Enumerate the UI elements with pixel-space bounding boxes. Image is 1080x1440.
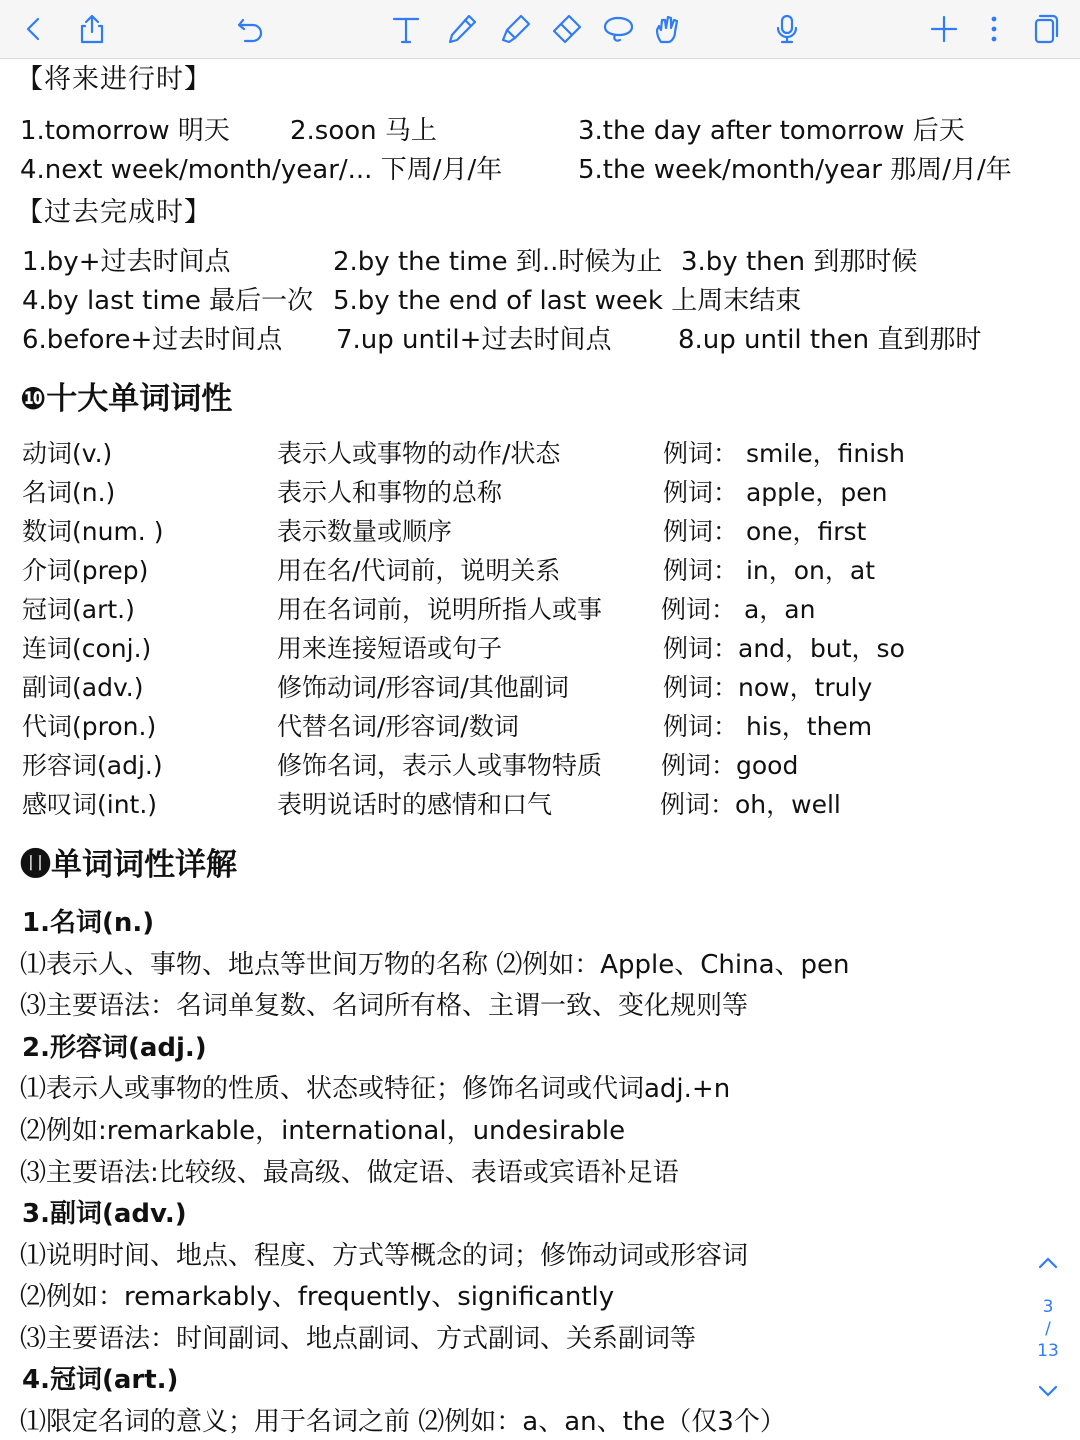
- art-title: 4.冠词(art.): [22, 1365, 179, 1395]
- total-pages: 13: [1037, 1341, 1059, 1361]
- more-icon[interactable]: [974, 9, 1014, 49]
- pos-desc: 用在名/代词前，说明关系: [277, 556, 561, 585]
- pages-icon[interactable]: [1024, 9, 1064, 49]
- detail-line: ⑶主要语法:比较级、最高级、做定语、表语或宾语补足语: [20, 1158, 679, 1188]
- pos-name: 名词(n.): [22, 478, 116, 507]
- pos-desc: 表示人或事物的动作/状态: [277, 439, 561, 468]
- time-word: 1.by+过去时间点: [22, 247, 231, 277]
- time-word: 7.up until+过去时间点: [336, 325, 612, 355]
- pos-example: 例词：good: [661, 751, 799, 780]
- pos-name: 感叹词(int.): [22, 790, 158, 819]
- pos-example: 例词： smile，finish: [663, 439, 906, 468]
- current-page: 3: [1042, 1297, 1054, 1317]
- pos-desc: 修饰名词，表示人或事物特质: [277, 751, 603, 780]
- time-word: 3.by then 到那时候: [681, 247, 918, 277]
- time-word: 2.by the time 到..时候为止: [333, 247, 663, 277]
- time-word: 6.before+过去时间点: [22, 325, 283, 355]
- pos-example: 例词： apple，pen: [663, 478, 888, 507]
- past-perfect-title: 【过去完成时】: [16, 197, 212, 228]
- pos-name: 连词(conj.): [22, 634, 152, 663]
- detail-line: ⑴说明时间、地点、程度、方式等概念的词；修饰动词或形容词: [20, 1241, 749, 1271]
- pos-name: 副词(adv.): [22, 673, 144, 702]
- parts-of-speech-heading: ❿十大单词词性: [20, 381, 233, 417]
- pos-desc: 用在名词前，说明所指人或事: [277, 595, 603, 624]
- time-word: 4.by last time 最后一次: [22, 286, 314, 316]
- pos-name: 冠词(art.): [22, 595, 135, 624]
- detail-line: ⑵例如:remarkable，international，undesirable: [20, 1116, 626, 1146]
- pos-desc: 用来连接短语或句子: [277, 634, 503, 663]
- time-word: 4.next week/month/year/... 下周/月/年: [20, 155, 503, 185]
- page-separator: /: [1045, 1319, 1051, 1339]
- back-chevron-icon[interactable]: [14, 9, 54, 49]
- pos-example: 例词：oh，well: [660, 790, 841, 819]
- detail-line: ⑵例如：remarkably、frequently、significantly: [20, 1282, 615, 1312]
- time-word: 3.the day after tomorrow 后天: [578, 116, 965, 146]
- details-heading: ⓫单词词性详解: [20, 847, 237, 883]
- detail-line: ⑴表示人或事物的性质、状态或特征；修饰名词或代词adj.+n: [20, 1074, 731, 1104]
- adv-title: 3.副词(adv.): [22, 1199, 187, 1229]
- detail-line: ⑴限定名词的意义；用于名词之前 ⑵例如：a、an、the（仅3个）: [20, 1407, 786, 1437]
- pos-name: 代词(pron.): [22, 712, 157, 741]
- add-icon[interactable]: [924, 9, 964, 49]
- chevron-down-icon[interactable]: [1035, 1378, 1061, 1404]
- pos-desc: 代替名词/形容词/数词: [277, 712, 519, 741]
- pos-name: 数词(num. ): [22, 517, 164, 546]
- pos-example: 例词： in，on，at: [663, 556, 875, 585]
- future-continuous-title: 【将来进行时】: [16, 64, 212, 95]
- pos-example: 例词： one，first: [663, 517, 867, 546]
- pen-tool-icon[interactable]: [442, 9, 482, 49]
- pos-example: 例词： his，them: [663, 712, 873, 741]
- pos-name: 形容词(adj.): [22, 751, 163, 780]
- time-word: 5.by the end of last week 上周末结束: [333, 286, 802, 316]
- pos-example: 例词： a，an: [661, 595, 816, 624]
- top-toolbar: [0, 0, 1080, 59]
- pos-desc: 修饰动词/形容词/其他副词: [277, 673, 569, 702]
- lasso-icon[interactable]: [598, 9, 638, 49]
- detail-line: ⑶主要语法：名词单复数、名词所有格、主谓一致、变化规则等: [20, 991, 749, 1021]
- detail-line: ⑶主要语法：时间副词、地点副词、方式副词、关系副词等: [20, 1324, 697, 1354]
- time-word: 8.up until then 直到那时: [678, 325, 982, 355]
- pos-desc: 表示数量或顺序: [277, 517, 453, 546]
- pos-example: 例词：and，but，so: [663, 634, 905, 663]
- hand-tool-icon[interactable]: [648, 9, 688, 49]
- time-word: 1.tomorrow 明天: [20, 116, 230, 146]
- pos-desc: 表明说话时的感情和口气: [277, 790, 553, 819]
- highlighter-icon[interactable]: [496, 9, 536, 49]
- time-word: 5.the week/month/year 那周/月/年: [578, 155, 1012, 185]
- eraser-icon[interactable]: [546, 9, 586, 49]
- pos-desc: 表示人和事物的总称: [277, 478, 503, 507]
- pos-name: 动词(v.): [22, 439, 113, 468]
- undo-icon[interactable]: [230, 9, 270, 49]
- chevron-up-icon[interactable]: [1035, 1250, 1061, 1276]
- microphone-icon[interactable]: [767, 9, 807, 49]
- detail-line: ⑴表示人、事物、地点等世间万物的名称 ⑵例如：Apple、China、pen: [20, 950, 850, 980]
- text-tool-icon[interactable]: [386, 9, 426, 49]
- pos-name: 介词(prep): [22, 556, 149, 585]
- noun-title: 1.名词(n.): [22, 908, 155, 938]
- pos-example: 例词：now，truly: [663, 673, 873, 702]
- document-page: [0, 59, 1080, 1440]
- time-word: 2.soon 马上: [290, 116, 437, 146]
- share-icon[interactable]: [72, 9, 112, 49]
- page-indicator: [1022, 1250, 1074, 1404]
- adj-title: 2.形容词(adj.): [22, 1033, 207, 1063]
